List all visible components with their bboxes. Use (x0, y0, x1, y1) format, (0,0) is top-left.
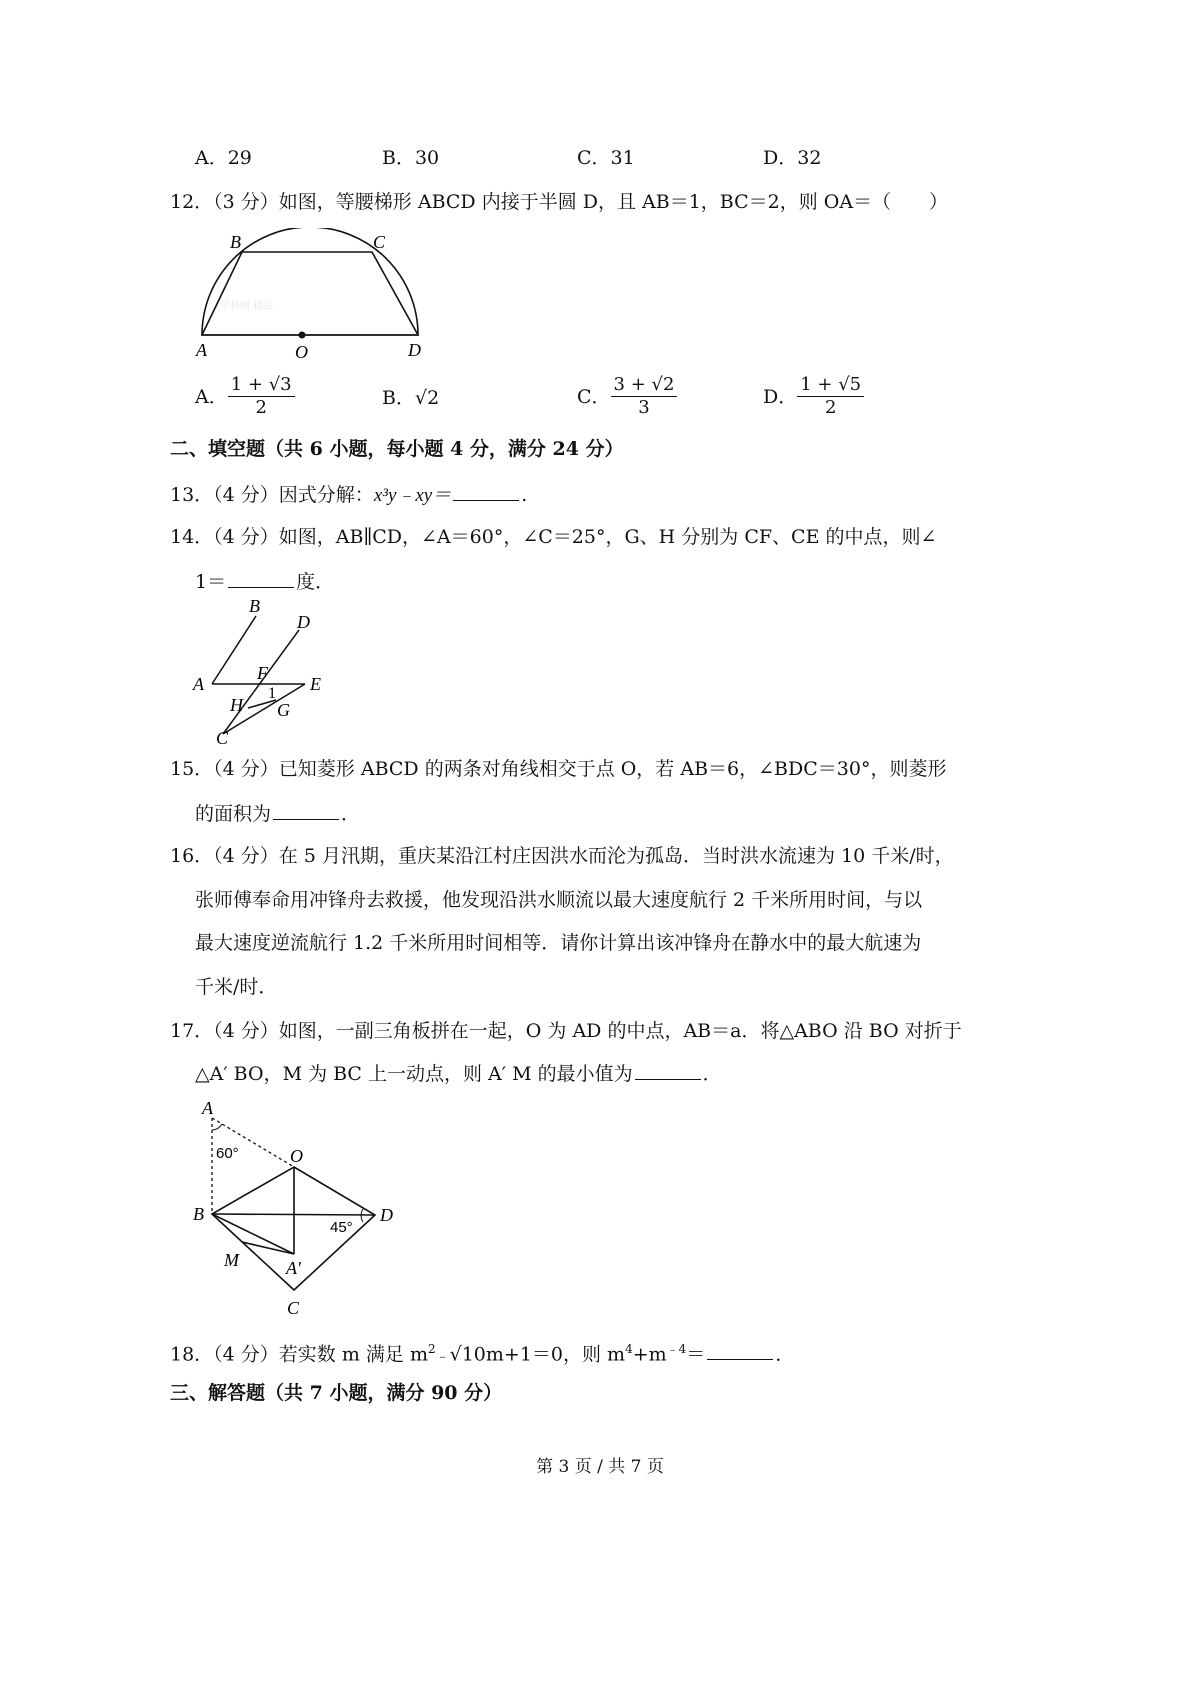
q16-line3: 最大速度逆流航行 1.2 千米所用时间相等．请你计算出该冲锋舟在静水中的最大航速为 (195, 932, 922, 954)
q12-stem: 12．（3 分）如图，等腰梯形 ABCD 内接于半圆 D，且 AB＝1，BC＝2，则 OA＝（ ） (170, 191, 949, 213)
q14-label-a: A (193, 674, 204, 694)
q12-option-d-fraction (797, 374, 864, 419)
q18-answer-blank (707, 1343, 773, 1360)
q12-option-a-prefix: A． (195, 385, 228, 408)
q14-line2-end: 度． (296, 571, 335, 593)
q14-answer-blank (228, 571, 294, 588)
q11-option-d: D．32 (763, 147, 822, 169)
section-2-heading: 二、填空题（共 6 小题，每小题 4 分，满分 24 分） (170, 438, 624, 460)
q14-label-f: F (257, 663, 268, 683)
q13-expression: x³y﹣xy＝ (373, 485, 452, 506)
q15-line2-prefix: 的面积为 (195, 803, 272, 825)
q15-line2 (195, 802, 360, 826)
q17-line1: 17．（4 分）如图，一副三角板拼在一起，O 为 AD 的中点，AB＝a．将△ABO 沿 BO 对折于 (170, 1020, 962, 1042)
q12-option-b-value: √2 (414, 387, 440, 409)
q13-end: . (521, 484, 528, 506)
q16-line2: 张师傅奉命用冲锋舟去救援，他发现沿洪水顺流以最大速度航行 2 千米所用时间，与以 (195, 889, 923, 911)
q12-option-b-prefix: B． (382, 387, 415, 409)
q18 (170, 1337, 794, 1368)
q12-option-a (195, 374, 295, 419)
q16-line4: 千米/时． (195, 976, 278, 998)
q14-line2-prefix: 1＝ (195, 571, 227, 593)
q18-prefix: 18．（4 分）若实数 m 满足 m (170, 1343, 428, 1366)
q11-option-c: C．31 (577, 147, 635, 169)
q12-option-b (382, 386, 439, 410)
q14-label-d: D (297, 612, 310, 632)
q12-option-d-num: 1 + √5 (797, 374, 864, 397)
q12-option-d (763, 374, 864, 419)
q12-option-c-prefix: C． (577, 385, 611, 408)
q17-label-angle-45: 45° (330, 1219, 353, 1236)
q17-label-angle-60: 60° (216, 1145, 239, 1162)
q17-label-a: A (202, 1098, 213, 1118)
q12-label-c: C (373, 232, 386, 252)
q12-option-d-prefix: D． (763, 385, 798, 408)
q13 (170, 483, 527, 508)
q17-line2-end: ． (702, 1063, 722, 1085)
q14-label-b: B (249, 598, 260, 616)
q15-line1: 15．（4 分）已知菱形 ABCD 的两条对角线相交于点 O，若 AB＝6，∠BDC＝30°，则菱形 (170, 758, 947, 780)
q18-minus: ﹣ (435, 1348, 450, 1365)
q14-label-h: H (230, 695, 243, 715)
q14-figure (190, 598, 340, 748)
q17-figure (190, 1096, 420, 1321)
q14-label-g: G (277, 700, 290, 720)
q12-option-d-den: 2 (824, 397, 837, 418)
q14-line2 (195, 570, 334, 594)
q17-line2 (195, 1062, 722, 1086)
q15-line2-end: ． (341, 803, 361, 825)
q12-option-c-num: 3 + √2 (611, 374, 678, 397)
q12-figure (190, 228, 430, 368)
q13-prefix: 13．（4 分）因式分解： (170, 484, 374, 506)
q13-answer-blank (453, 484, 519, 501)
q17-label-b: B (193, 1204, 204, 1224)
q12-option-a-den: 2 (255, 397, 267, 418)
q12-watermark: 学科网 精品 (220, 301, 274, 312)
q14-label-c: C (216, 728, 229, 748)
q12-label-d: D (408, 340, 421, 360)
q14-label-e: E (310, 674, 321, 694)
q17-line2-prefix: △A′ BO，M 为 BC 上一动点，则 A′ M 的最小值为 (195, 1063, 633, 1085)
q12-option-c-fraction (611, 374, 678, 419)
q18-end: ． (775, 1343, 795, 1366)
q17-label-c: C (287, 1298, 300, 1318)
q12-option-a-num: 1 + √3 (228, 374, 295, 397)
q17-label-o: O (290, 1146, 303, 1166)
q17-label-m: M (224, 1250, 239, 1270)
q12-option-c (577, 374, 677, 419)
q18-tail: m+1＝0，则 m (485, 1343, 626, 1366)
q18-plus: +m (632, 1343, 667, 1366)
q18-sup-2: 2 (427, 1342, 436, 1356)
q18-eq: ＝ (686, 1343, 706, 1366)
q18-sqrt10: √10 (449, 1343, 486, 1366)
q17-label-a-prime: A′ (286, 1258, 301, 1278)
q15-answer-blank (273, 803, 339, 820)
q12-option-a-fraction (228, 374, 295, 419)
q12-option-c-den: 3 (638, 397, 650, 418)
q18-sup-minus-4: ﹣4 (666, 1342, 687, 1356)
page-footer: 第 3 页 / 共 7 页 (536, 1457, 664, 1477)
q14-label-angle-1: 1 (268, 685, 276, 702)
q11-option-b: B．30 (382, 147, 440, 169)
q11-option-a: A．29 (195, 147, 252, 169)
section-3-heading: 三、解答题（共 7 小题，满分 90 分） (170, 1382, 503, 1404)
q14-line1: 14．（4 分）如图，AB∥CD，∠A＝60°，∠C＝25°，G、H 分别为 CF、CE 的中点，则∠ (170, 526, 937, 548)
q16-line1: 16．（4 分）在 5 月汛期，重庆某沿江村庄因洪水而沦为孤岛．当时洪水流速为 10 千米/时， (170, 845, 954, 867)
q12-label-o: O (295, 342, 308, 362)
q17-label-d: D (380, 1205, 393, 1225)
q12-label-a: A (196, 340, 207, 360)
q18-sup-4: 4 (625, 1342, 633, 1356)
q17-answer-blank (635, 1063, 701, 1080)
q12-label-b: B (230, 232, 241, 252)
